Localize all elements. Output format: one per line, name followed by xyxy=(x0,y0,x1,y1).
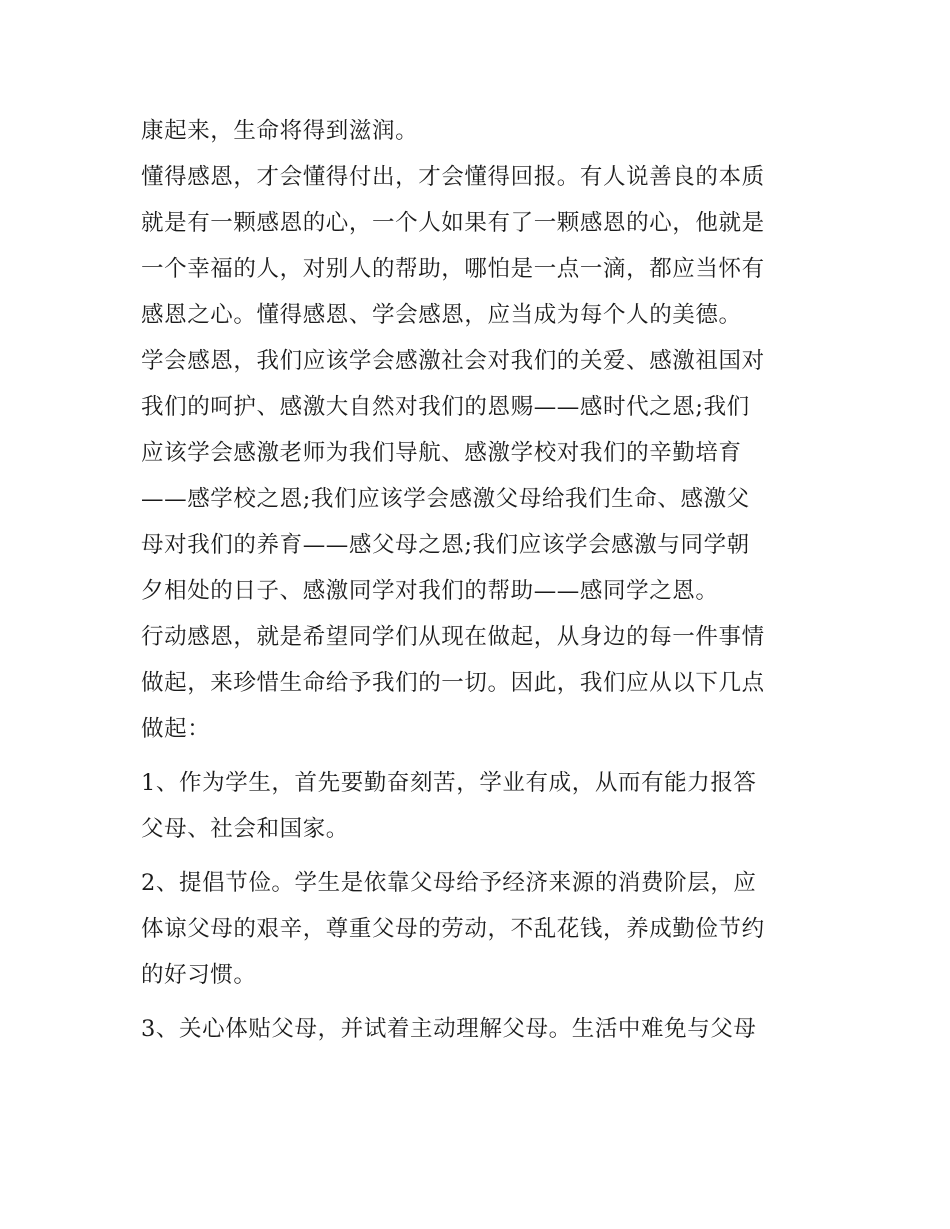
text-line: 做起： xyxy=(141,716,211,742)
text-line: 懂得感恩，才会懂得付出，才会懂得回报。有人说善良的本质 xyxy=(141,164,765,190)
text-line: 父母、社会和国家。 xyxy=(141,816,349,842)
text-line: ——感学校之恩;我们应该学会感激父母给我们生命、感激父 xyxy=(141,486,750,512)
text-line: 的好习惯。 xyxy=(141,962,257,988)
text-line: 一个幸福的人，对别人的帮助，哪怕是一点一滴，都应当怀有 xyxy=(141,256,765,282)
text-line: 3、关心体贴父母，并试着主动理解父母。生活中难免与父母 xyxy=(141,1016,757,1042)
text-line: 做起，来珍惜生命给予我们的一切。因此，我们应从以下几点 xyxy=(141,670,765,696)
text-line: 感恩之心。懂得感恩、学会感恩，应当成为每个人的美德。 xyxy=(141,302,742,328)
text-line: 应该学会感激老师为我们导航、感激学校对我们的辛勤培育 xyxy=(141,440,742,466)
text-line: 母对我们的养育——感父母之恩;我们应该学会感激与同学朝 xyxy=(141,532,750,558)
text-line: 康起来，生命将得到滋润。 xyxy=(141,118,419,144)
text-line: 体谅父母的艰辛，尊重父母的劳动，不乱花钱，养成勤俭节约 xyxy=(141,916,765,942)
document-body xyxy=(141,108,821,1052)
text-line: 2、提倡节俭。学生是依靠父母给予经济来源的消费阶层，应 xyxy=(141,870,757,896)
text-line: 1、作为学生，首先要勤奋刻苦，学业有成，从而有能力报答 xyxy=(141,770,757,796)
text-line: 行动感恩，就是希望同学们从现在做起，从身边的每一件事情 xyxy=(141,624,765,650)
text-line: 学会感恩，我们应该学会感激社会对我们的关爱、感激祖国对 xyxy=(141,348,765,374)
text-line: 我们的呵护、感激大自然对我们的恩赐——感时代之恩;我们 xyxy=(141,394,750,420)
text-line: 夕相处的日子、感激同学对我们的帮助——感同学之恩。 xyxy=(141,578,719,604)
text-line: 就是有一颗感恩的心，一个人如果有了一颗感恩的心，他就是 xyxy=(141,210,765,236)
